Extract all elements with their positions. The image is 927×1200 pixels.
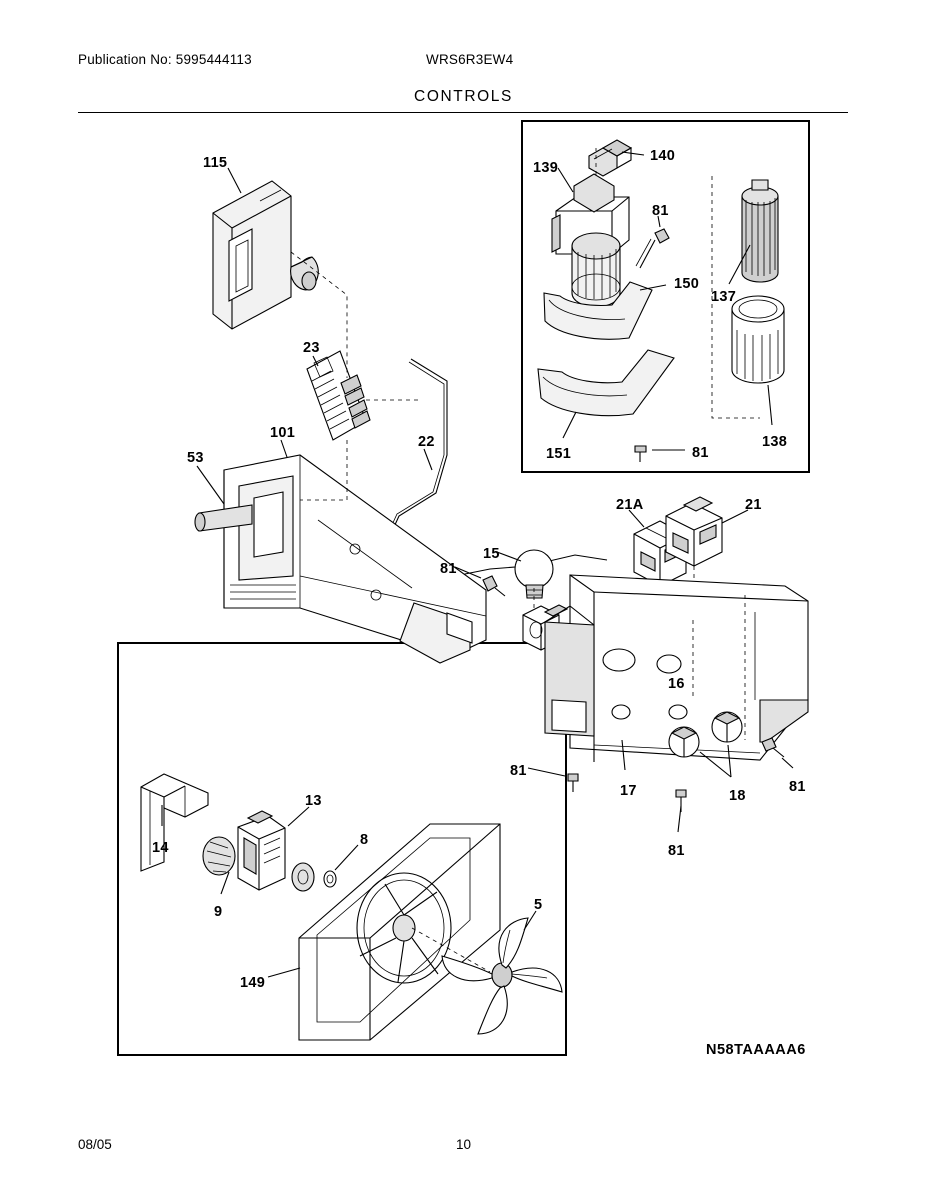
part-140-fitting: [589, 140, 631, 176]
part-151-filter-cover-lower: [538, 350, 674, 416]
leader-140: [622, 152, 644, 155]
leader-9: [221, 872, 229, 894]
leader-8: [335, 845, 358, 870]
callout-137: 137: [711, 289, 737, 305]
leader-139: [558, 168, 573, 192]
leader-22: [424, 449, 432, 470]
leader-81-panel-bottom: [678, 806, 681, 832]
callout-81-inset-bottom: 81: [692, 445, 709, 461]
callout-81-panel-left: 81: [510, 763, 527, 779]
part-149-fan-shroud: [299, 824, 500, 1040]
callout-81-inset-top: 81: [652, 203, 669, 219]
part-53-control-housing-shroud: [195, 455, 486, 663]
page-title: CONTROLS: [414, 88, 513, 105]
footer-date: 08/05: [78, 1137, 112, 1152]
part-13-timer: [203, 811, 285, 890]
callout-5: 5: [534, 897, 543, 913]
callout-23: 23: [303, 340, 320, 356]
leader-81-panel-right: [782, 758, 793, 768]
callout-8: 8: [360, 832, 369, 848]
callout-150: 150: [674, 276, 700, 292]
callout-53: 53: [187, 450, 204, 466]
callout-21A: 21A: [616, 497, 644, 513]
part-115-control-housing: [213, 181, 318, 329]
callout-16: 16: [668, 676, 685, 692]
footer-page-number: 10: [455, 1137, 472, 1152]
diagram-code: N58TAAAAA6: [706, 1042, 806, 1058]
callout-22: 22: [418, 434, 435, 450]
part-138-filter-housing: [732, 296, 784, 383]
part-23-control-board: [307, 351, 370, 440]
leader-81-panel-left: [528, 768, 565, 776]
callout-9: 9: [214, 904, 223, 920]
callout-18: 18: [729, 788, 746, 804]
part-21-switch: [666, 497, 722, 566]
callout-15: 15: [483, 546, 500, 562]
model-number: WRS6R3EW4: [426, 52, 514, 67]
callout-101: 101: [270, 425, 296, 441]
callout-149: 149: [240, 975, 266, 991]
leader-151: [563, 412, 576, 438]
callout-14: 14: [152, 840, 169, 856]
callout-139: 139: [533, 160, 559, 176]
publication-number: Publication No: 5995444113: [78, 52, 252, 67]
leader-53: [197, 466, 224, 504]
leader-115: [228, 168, 241, 193]
callout-138: 138: [762, 434, 788, 450]
leader-13: [288, 807, 309, 826]
part-81-screw-inset-top: [636, 229, 669, 268]
part-14-mounting-bracket: [141, 774, 208, 871]
part-137-filter-cartridge: [742, 180, 778, 282]
callout-151: 151: [546, 446, 572, 462]
part-81-screw-panel-left: [568, 774, 578, 792]
leader-101: [281, 440, 288, 460]
callout-81-panel-right: 81: [789, 779, 806, 795]
callout-140: 140: [650, 148, 676, 164]
callout-81-mid: 81: [440, 561, 457, 577]
callout-17: 17: [620, 783, 637, 799]
callout-21: 21: [745, 497, 762, 513]
leader-149: [268, 968, 300, 977]
part-139-filter-head: [552, 174, 629, 307]
callout-115: 115: [203, 155, 228, 171]
part-81-screw-inset-bottom: [635, 446, 646, 462]
part-8-washer: [292, 863, 336, 891]
leader-138: [768, 385, 772, 425]
callout-13: 13: [305, 793, 322, 809]
callout-81-panel-bottom: 81: [668, 843, 685, 859]
leader-15: [497, 552, 521, 561]
